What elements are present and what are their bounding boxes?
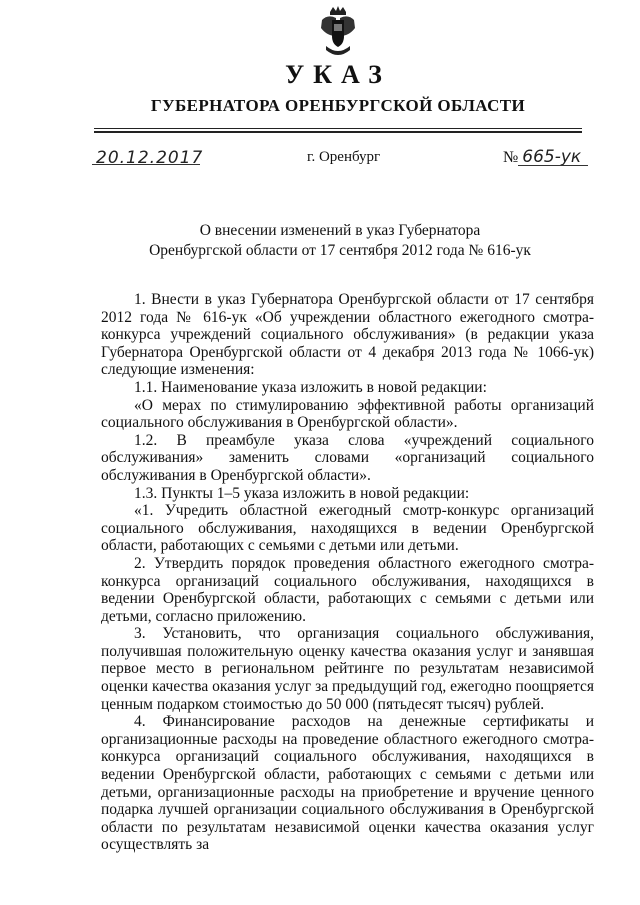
decree-number-block — [503, 147, 581, 167]
decree-date: 20.12.2017 — [96, 148, 204, 168]
header-divider-thin — [94, 128, 582, 129]
body-paragraph: 1. Внести в указ Губернатора Оренбургской области от 17 сентября 2012 года № 616-ук «Об учреждении областного ежегодного смотра-конкурса учреждений социального обслуживания» (в редакции указа Губернатора Оренбургской области от 4 декабря 2013 года № 1066-ук) следующие изменения: — [101, 291, 594, 379]
decree-body — [101, 291, 594, 854]
decree-title: УКАЗ — [285, 60, 391, 89]
number-label: № — [503, 149, 519, 166]
body-paragraph: 1.2. В преамбуле указа слова «учреждений социального обслуживания» заменить словами «организаций социального обслуживания в Оренбургской области». — [101, 431, 594, 484]
body-paragraph: «1. Учредить областной ежегодный смотр-конкурс организаций социального обслуживания, находящихся в ведении Оренбургской области, работающих с семьями с детьми или детьми. — [101, 502, 594, 555]
body-paragraph: 4. Финансирование расходов на денежные сертификаты и организационные расходы на проведение областного ежегодного смотра-конкурса организаций социального обслуживания, находящихся в ведении Оренбургской области, работающих с семьями с детьми или детьми, организационные расходы на приобретение и вручение ценного подарка лучшей организации социального обслуживания в Оренбургской области по результатам независимой оценки качества оказания услуг осуществлять за — [101, 713, 594, 854]
subject-line-2: Оренбургской области от 17 сентября 2012 года № 616-ук — [149, 242, 531, 259]
body-paragraph: «О мерах по стимулированию эффективной работы организаций социального обслуживания в Оренбургской области». — [101, 396, 594, 432]
decree-city: г. Оренбург — [307, 149, 381, 165]
body-paragraph: 1.3. Пункты 1–5 указа изложить в новой редакции: — [134, 484, 470, 502]
body-paragraph: 2. Утвердить порядок проведения областного ежегодного смотра-конкурса организаций социального обслуживания, находящихся в ведении Оренбургской области, работающих с семьями с детьми или детьми, согласно приложению. — [101, 554, 594, 625]
header-divider-thick — [94, 131, 582, 133]
coat-of-arms-icon — [318, 6, 358, 60]
decree-subtitle: ГУБЕРНАТОРА ОРЕНБУРГСКОЙ ОБЛАСТИ — [150, 96, 526, 115]
body-paragraph: 1.1. Наименование указа изложить в новой редакции: — [134, 378, 487, 396]
subject-line-1: О внесении изменений в указ Губернатора — [199, 222, 481, 239]
decree-number: 665-ук — [522, 147, 582, 167]
body-paragraph: 3. Установить, что организация социального обслуживания, получившая положительную оценку качества оказания услуг и занявшая первое место в региональном рейтинге по результатам независимой оценки качества оказания услуг за предыдущий год, ежегодно поощряется ценным подарком стоимостью до 50 000 (пятьдесят тысяч) рублей. — [101, 625, 594, 713]
number-underline — [518, 165, 588, 166]
date-underline — [92, 164, 200, 165]
